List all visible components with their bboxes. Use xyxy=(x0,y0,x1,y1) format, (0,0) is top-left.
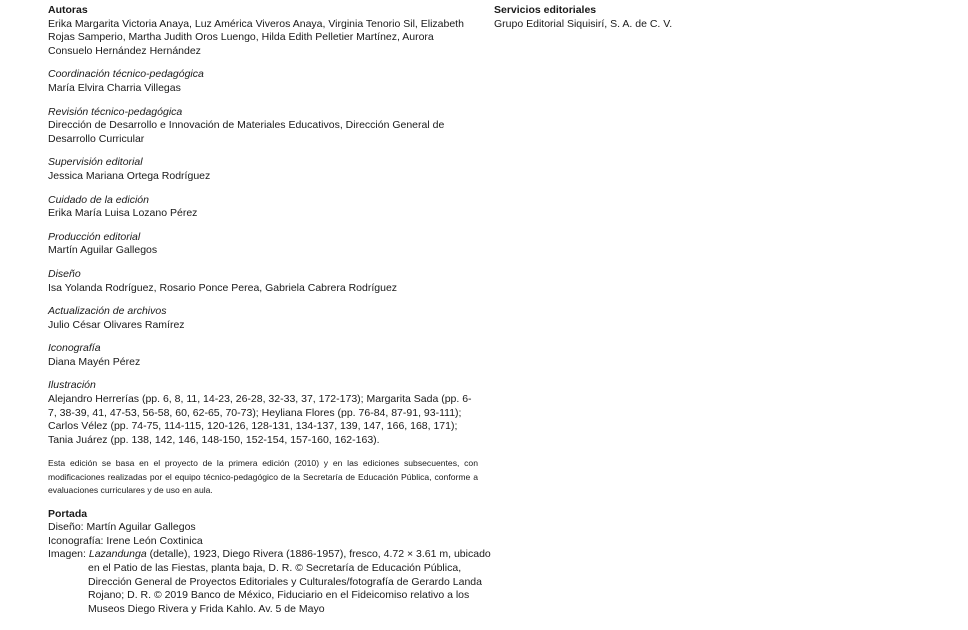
portada-imagen-text: (detalle), 1923, Diego Rivera (1886-1957), fresco, 4.72 × 3.61 m, ubicado en el Patio de las Fiestas, planta baja, D. R. © Secretaría de Educación Pública, Dirección General de Proyectos Editoriales y Culturales/fotografía de Gerardo Landa Rojano; D. R. © 2019 Banco de México, Fiduciario en el Fideicomiso relativo a los Museos Diego Rivera y Frida Kahlo. Av. 5 de Mayo xyxy=(88,548,491,615)
credit-heading: Actualización de archivos xyxy=(48,305,167,318)
credit-revision xyxy=(48,106,448,147)
credit-text: Erika María Luisa Lozano Pérez xyxy=(48,207,198,220)
credit-text: Diana Mayén Pérez xyxy=(48,355,141,368)
credit-coordinacion xyxy=(48,68,478,95)
credit-heading: Revisión técnico-pedagógica xyxy=(48,105,183,118)
credits-right-column xyxy=(494,4,934,31)
credit-heading: Autoras xyxy=(48,4,88,16)
portada-imagen xyxy=(48,548,498,616)
credit-text: Martín Aguilar Gallegos xyxy=(48,244,158,257)
credit-heading: Ilustración xyxy=(48,379,96,392)
credit-text: Alejandro Herrerías (pp. 6, 8, 11, 14-23, 26-28, 32-33, 37, 172-173); Margarita Sada (pp. 6-7, 38-39, 41, 47-53, 56-58, 60, 62-65, 70-73); Heyliana Flores (pp. 76-84, 87-91, 93-111); Carlos Vélez (pp. 74-75, 114-115, 120-126, 128-131, 134-137, 139, 147, 166, 168, 171); Tania Juárez (pp. 138, 142, 146, 148-150, 152-154, 157-160, 162-163). xyxy=(48,393,472,446)
credit-heading: Producción editorial xyxy=(48,230,141,243)
portada-imagen-label: Imagen: xyxy=(48,548,89,561)
credit-text: Julio César Olivares Ramírez xyxy=(48,318,185,331)
credit-cuidado xyxy=(48,194,478,221)
credit-text: Isa Yolanda Rodríguez, Rosario Ponce Perea, Gabriela Cabrera Rodríguez xyxy=(48,281,398,294)
portada-imagen-title: Lazandunga xyxy=(88,548,147,561)
edition-note: Esta edición se basa en el proyecto de la primera edición (2010) y en las ediciones subsecuentes, con modificaciones realizadas por el equipo técnico-pedagógico de la Secretaría de Educación Pública, conforme a evaluaciones curriculares y de uso en aula. xyxy=(48,458,478,496)
credits-left-column xyxy=(48,4,491,626)
credit-heading: Cuidado de la edición xyxy=(48,193,149,206)
portada-iconografia: Iconografía: Irene León Coxtinica xyxy=(48,534,203,547)
credit-supervision xyxy=(48,156,478,183)
credit-diseno xyxy=(48,268,478,295)
credit-iconografia xyxy=(48,342,478,369)
credit-text: Jessica Mariana Ortega Rodríguez xyxy=(48,169,211,182)
portada-diseno: Diseño: Martín Aguilar Gallegos xyxy=(48,521,196,534)
servicios-heading: Servicios editoriales xyxy=(494,4,597,16)
credit-heading: Iconografía xyxy=(48,342,101,355)
servicios-text: Grupo Editorial Siquisirí, S. A. de C. V. xyxy=(494,17,673,30)
credit-portada xyxy=(48,507,491,617)
credit-autoras xyxy=(48,4,478,58)
credit-actualizacion xyxy=(48,305,478,332)
credit-heading: Diseño xyxy=(48,267,81,280)
credit-text: María Elvira Charria Villegas xyxy=(48,81,181,94)
credit-heading: Coordinación técnico-pedagógica xyxy=(48,68,204,81)
credit-text: Erika Margarita Victoria Anaya, Luz América Viveros Anaya, Virginia Tenorio Sil, Elizabeth Rojas Samperio, Martha Judith Oros Luengo, Hilda Edith Pelletier Martínez, Aurora Consuelo Hernández Hernández xyxy=(48,17,464,57)
credit-text: Dirección de Desarrollo e Innovación de Materiales Educativos, Dirección General de Desarrollo Curricular xyxy=(48,119,445,145)
credit-ilustracion xyxy=(48,379,478,447)
credit-heading: Supervisión editorial xyxy=(48,156,143,169)
credit-produccion xyxy=(48,231,478,258)
portada-heading: Portada xyxy=(48,507,88,520)
